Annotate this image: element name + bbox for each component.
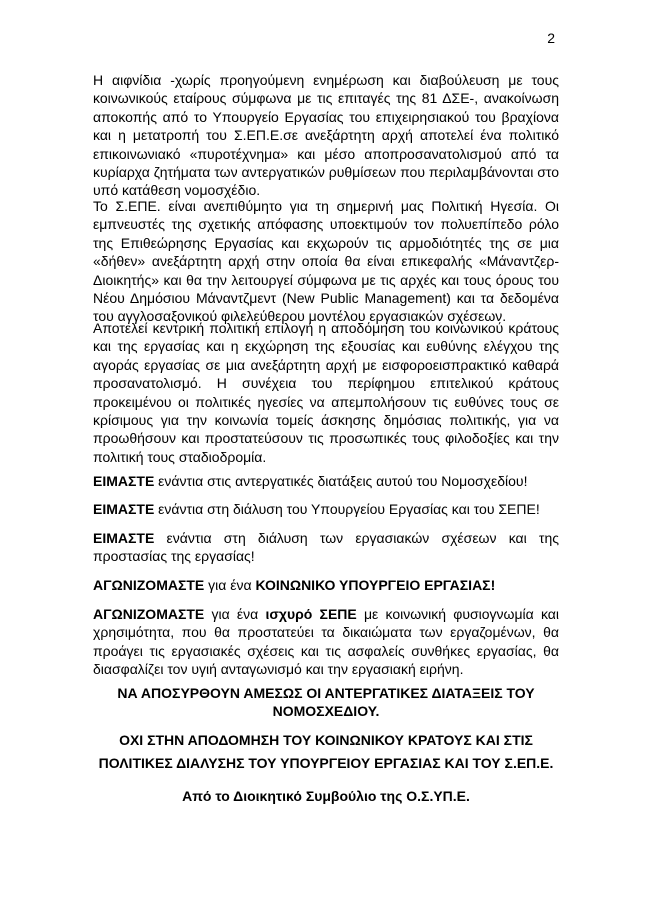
heading-withdraw-provisions: ΝΑ ΑΠΟΣΥΡΘΟΥΝ ΑΜΕΣΩΣ ΟΙ ΑΝΤΕΡΓΑΤΙΚΕΣ ΔΙΑΤΑΞΕΙΣ ΤΟΥ ΝΟΜΟΣΧΕΔΙΟΥ. [117, 685, 535, 720]
heading-no-dismantling: ΟΧΙ ΣΤΗΝ ΑΠΟΔΟΜΗΣΗ ΤΟΥ ΚΟΙΝΩΝΙΚΟΥ ΚΡΑΤΟΥΣ ΚΑΙ ΣΤΙΣ ΠΟΛΙΤΙΚΕΣ ΔΙΑΛΥΣΗΣ ΤΟΥ ΥΠΟΥΡΓΕΙΟΥ ΕΡΓΑΣΙΑΣ ΚΑΙ ΤΟΥ Σ.ΕΠ.Ε. [98, 732, 554, 771]
statement-emphasis: ΚΟΙΝΩΝΙΚΟ ΥΠΟΥΡΓΕΙΟ ΕΡΓΑΣΙΑΣ! [255, 577, 496, 593]
statement-lead: ΕΙΜΑΣΤΕ [93, 530, 155, 546]
statement-text: ενάντια στη διάλυση του Υπουργείου Εργασίας και του ΣΕΠΕ! [154, 501, 540, 517]
statement-eimaste-3 [93, 529, 559, 566]
paragraph-political-choice: Αποτελεί κεντρική πολιτική επιλογή η αποδόμηση του κοινωνικού κράτους και της εργασίας και η εκχώρηση της εξουσίας και ευθύνης ελέγχου της αγοράς εργασίας σε μια ανεξάρτητη αρχή με εισφοροεισπρακτικό καθαρά προσανατολισμό. Η συνέχεια του περίφημου επιτελικού κράτους προκειμένου οι πολιτικές ηγεσίες να απεμπολήσουν τις ευθύνες τους σε κρίσιμους για την κοινωνία τομείς άσκησης δημόσιας πολιτικής, για να προωθήσουν και προστατεύσουν τις προσωπικές τους φιλοδοξίες και την πολιτική τους σταδιοδρομία. [93, 320, 559, 465]
statement-text: ενάντια στη διάλυση των εργασιακών σχέσεων και της προστασίας της εργασίας! [93, 530, 559, 565]
statement-lead: ΕΙΜΑΣΤΕ [93, 473, 155, 489]
statement-lead: ΑΓΩΝΙΖΟΜΑΣΤΕ [93, 606, 205, 622]
statement-emphasis: ισχυρό ΣΕΠΕ [265, 606, 357, 622]
statement-lead: ΑΓΩΝΙΖΟΜΑΣΤΕ [93, 577, 205, 593]
paragraph-intro: Η αιφνίδια -χωρίς προηγούμενη ενημέρωση και διαβούλευση με τους κοινωνικούς εταίρους σύμφωνα με τις επιταγές της 81 ΔΣΕ-, ανακοίνωση αποκοπής από το Υπουργείο Εργασίας του επιχειρησιακού του βραχίονα και η μετατροπή του Σ.ΕΠ.Ε.σε ανεξάρτητη αρχή αποτελεί ένα πολιτικό επικοινωνιακό «πυροτέχνημα» και μέσο αποπροσανατολισμού από τα κυρίαρχα ζητήματα των αντεργατικών ρυθμίσεων που περιλαμβάνονται στο υπό κατάθεση νομοσχέδιο. [93, 72, 559, 199]
statement-text: ενάντια στις αντεργατικές διατάξεις αυτού του Νομοσχεδίου! [154, 473, 528, 489]
statement-lead: ΕΙΜΑΣΤΕ [93, 501, 155, 517]
paragraph-sepe-unwanted: Το Σ.ΕΠΕ. είναι ανεπιθύμητο για τη σημερινή μας Πολιτική Ηγεσία. Οι εμπνευστές της σχετικής απόφασης υποεκτιμούν τον πολυεπίπεδο ρόλο της Επιθεώρησης Εργασίας και εκχωρούν τις αρμοδιότητές της σε μια «δήθεν» ανεξάρτητη αρχή στην οποία θα είναι επικεφαλής «Μάναντζερ-Διοικητής» και θα την λειτουργεί σύμφωνα με τις αρχές και τους όρους του Νέου Δημόσιου Μάναντζμεντ (New Public Management) και τα δεδομένα του αγγλοσαξονικού φιλελεύθερου μοντέλου εργασιακών σχέσεων. [93, 198, 559, 325]
statement-text: για ένα [204, 577, 256, 593]
statement-eimaste-2 [93, 500, 559, 518]
signature-line: Από το Διοικητικό Συμβούλιο της Ο.Σ.ΥΠ.Ε. [182, 788, 470, 804]
statement-text: για ένα [204, 606, 266, 622]
statement-eimaste-1 [93, 472, 559, 490]
statement-text: με κοινωνική φυσιογνωμία και χρησιμότητα, που θα προστατεύει τα δικαιώματα των εργαζομένων, θα προάγει τις εργασιακές σχέσεις και τις ασφαλείς συνθήκες εργασίας, θα διασφαλίζει τον υγιή ανταγωνισμό και την εργασιακή ειρήνη. [93, 606, 559, 678]
page-number: 2 [547, 30, 555, 46]
statement-agonizomaste-2 [93, 605, 559, 679]
statement-agonizomaste-1 [93, 576, 559, 594]
